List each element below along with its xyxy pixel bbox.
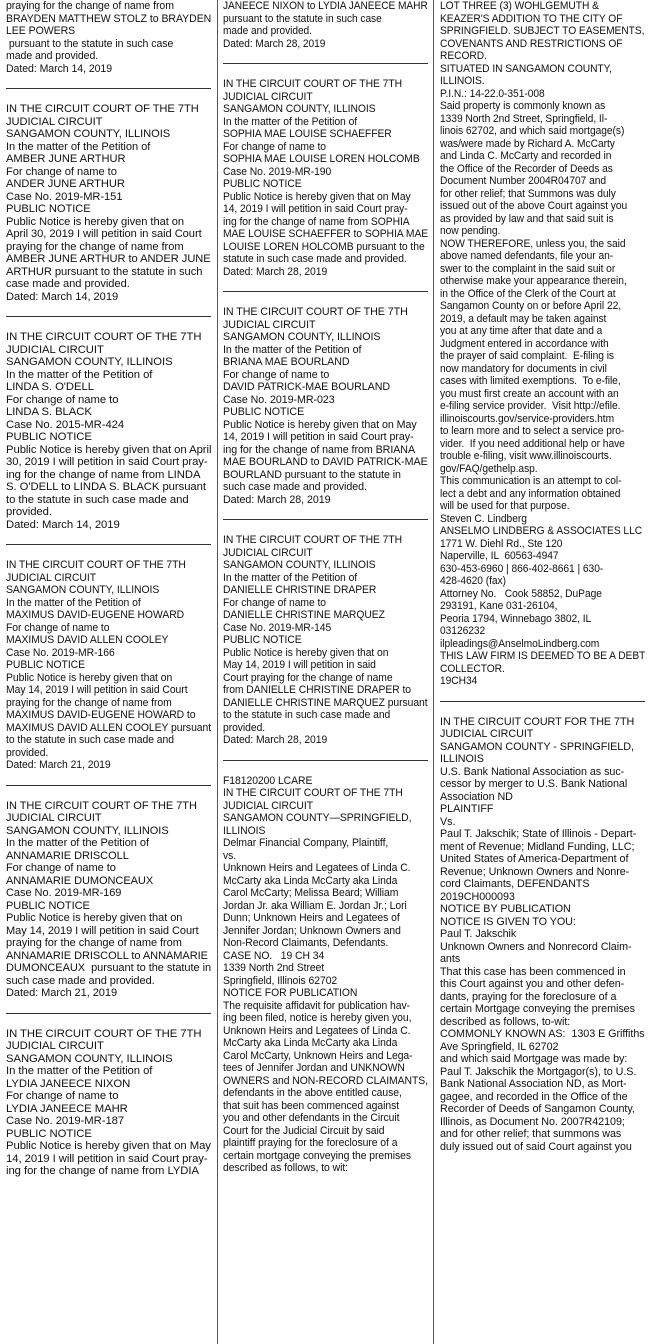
notice-annamarie-driscoll: IN THE CIRCUIT COURT OF THE 7TH JUDICIAL CIRCUIT SANGAMON COUNTY, ILLINOIS In the matter of the Petition of ANNAMARIE DRISCOLL For change of name to ANNAMARIE DUMONCEAUX Case No. 2019-MR-169 PUBLIC NOTICE Public Notice is hereby given that on May 14, 2019 I will petition in said Court praying for the change of name from ANNAMARIE DRISCOLL to ANNAMARIE DUMONCEAUX pursuant to the statute in such case made and provided. Dated: March 21, 2019 <box>6 799 211 999</box>
notice-divider <box>223 519 428 520</box>
notice-divider <box>6 88 211 89</box>
notice-stolz-continued: praying for the change of name from BRAYDEN MATTHEW STOLZ to BRAYDEN LEE POWERS pursuant to the statute in such case made and provided. Dated: March 14, 2019 <box>6 0 211 75</box>
notice-delmar-foreclosure-continued: LOT THREE (3) WOHLGEMUTH & KEAZER'S ADDITION TO THE CITY OF SPRINGFIELD. SUBJECT TO EASEMENTS, COVENANTS AND RESTRICTIONS OF RECORD. SITUATED IN SANGAMON COUNTY, ILLINOIS. P.I.N.: 14-22.0-351-008 Said property is commonly known as 1339 North 2nd Street, Springfield, Il- linois 62702, and which said mortgage(s) was/were made by Richard A. McCarty and Linda C. McCarty and recorded in the Office of the Recorder of Deeds as Document Number 2004R04707 and for other relief; that Summons was duly issued out of the above Court against you as provided by law and that said suit is now pending. NOW THEREFORE, unless you, the said above named defendants, file your an- swer to the complaint in the said suit or otherwise make your appearance therein, in the Office of the Clerk of the Court at Sangamon County on or before April 22, 2019, a default may be taken against you at any time after that date and a Judgment entered in accordance with the prayer of said complaint. E-filing is now mandatory for documents in civil cases with limited exemptions. To e-file, you must first create an account with an e-filing service provider. Visit http://efile. illinoiscourts.gov/service-providers.htm to learn more and to select a service pro- vider. If you need additional help or have trouble e-filing, visit www.illinoiscourts. gov/FAQ/gethelp.asp. This communication is an attempt to col- lect a debt and any information obtained will be used for that purpose. Steven C. Lindberg ANSELMO LINDBERG & ASSOCIATES LLC 1771 W. Diehl Rd., Ste 120 Naperville, IL 60563-4947 630-453-6960 | 866-402-8661 | 630- 428-4620 (fax) Attorney No. Cook 58852, DuPage 293191, Kane 031-26104, Peoria 1794, Winnebago 3802, IL 03126232 ilpleadings@AnselmoLindberg.com THIS LAW FIRM IS DEEMED TO BE A DEBT COLLECTOR. 19CH34 <box>440 0 645 687</box>
notice-briana-bourland: IN THE CIRCUIT COURT OF THE 7TH JUDICIAL CIRCUIT SANGAMON COUNTY, ILLINOIS In the matter of the Petition of BRIANA MAE BOURLAND For change of name to DAVID PATRICK-MAE BOURLAND Case No. 2019-MR-023 PUBLIC NOTICE Public Notice is hereby given that on May 14, 2019 I will petition in said Court pray- ing for the change of name from BRIANA MAE BOURLAND to DAVID PATRICK-MAE BOURLAND pursuant to the statute in such case made and provided. Dated: March 28, 2019 <box>223 306 428 506</box>
notice-linda-odell: IN THE CIRCUIT COURT OF THE 7TH JUDICIAL CIRCUIT SANGAMON COUNTY, ILLINOIS In the matter of the Petition of LINDA S. O'DELL For change of name to LINDA S. BLACK Case No. 2015-MR-424 PUBLIC NOTICE Public Notice is hereby given that on April 30, 2019 I will petition in said Court pray- ing for the change of name from LINDA S. O'DELL to LINDA S. BLACK pursuant to the statute in such case made and provided. Dated: March 14, 2019 <box>6 331 211 531</box>
notice-lydia-nixon: IN THE CIRCUIT COURT OF THE 7TH JUDICIAL CIRCUIT SANGAMON COUNTY, ILLINOIS In the matter of the Petition of LYDIA JANEECE NIXON For change of name to LYDIA JANEECE MAHR Case No. 2019-MR-187 PUBLIC NOTICE Public Notice is hereby given that on May 14, 2019 I will petition in said Court pray- ing for the change of name from LYDIA <box>6 1027 211 1177</box>
notice-divider <box>440 701 645 702</box>
notice-divider <box>6 544 211 545</box>
column-1 <box>6 0 211 1344</box>
notice-divider <box>6 785 211 786</box>
notice-divider <box>223 291 428 292</box>
column-separator <box>217 0 218 1344</box>
column-3 <box>440 0 645 1344</box>
column-separator <box>433 0 434 1344</box>
notice-divider <box>223 63 428 64</box>
notice-us-bank-foreclosure: IN THE CIRCUIT COURT FOR THE 7TH JUDICIAL CIRCUIT SANGAMON COUNTY - SPRINGFIELD, ILLINOIS U.S. Bank National Association as suc- cessor by merger to U.S. Bank National Association ND PLAINTIFF Vs. Paul T. Jakschik; State of Illinois - Depart- ment of Revenue; Midland Funding, LLC; United States of America-Department of Revenue; Unknown Owners and Nonre- cord Claimants, DEFENDANTS 2019CH000093 NOTICE BY PUBLICATION NOTICE IS GIVEN TO YOU: Paul T. Jakschik Unknown Owners and Nonrecord Claim- ants That this case has been commenced in this Court against you and other defen- dants, praying for the foreclosure of a certain Mortgage conveying the premises described as follows, to-wit: COMMONLY KNOWN AS: 1303 E Griffiths Ave Springfield, IL 62702 and which said Mortgage was made by: Paul T. Jakschik the Mortgagor(s), to U.S. Bank National Association ND, as Mort- gagee, and recorded in the Office of the Recorder of Deeds of Sangamon County, Illinois, as Document No. 2007R42109; and for other relief; that summons was duly issued out of said Court against you <box>440 715 645 1153</box>
notice-danielle-draper: IN THE CIRCUIT COURT OF THE 7TH JUDICIAL CIRCUIT SANGAMON COUNTY, ILLINOIS In the matter of the Petition of DANIELLE CHRISTINE DRAPER For change of name to DANIELLE CHRISTINE MARQUEZ Case No. 2019-MR-145 PUBLIC NOTICE Public Notice is hereby given that on May 14, 2019 I will petition in said Court praying for the change of name from DANIELLE CHRISTINE DRAPER to DANIELLE CHRISTINE MARQUEZ pursuant to the statute in such case made and provided. Dated: March 28, 2019 <box>223 534 428 746</box>
column-2 <box>223 0 428 1344</box>
notice-maximus-howard: IN THE CIRCUIT COURT OF THE 7TH JUDICIAL CIRCUIT SANGAMON COUNTY, ILLINOIS In the matter of the Petition of MAXIMUS DAVID-EUGENE HOWARD For change of name to MAXIMUS DAVID ALLEN COOLEY Case No. 2019-MR-166 PUBLIC NOTICE Public Notice is hereby given that on May 14, 2019 I will petition in said Court praying for the change of name from MAXIMUS DAVID-EUGENE HOWARD to MAXIMUS DAVID ALLEN COOLEY pursuant to the statute in such case made and provided. Dated: March 21, 2019 <box>6 559 211 771</box>
notice-divider <box>6 1013 211 1014</box>
notice-amber-june-arthur: IN THE CIRCUIT COURT OF THE 7TH JUDICIAL CIRCUIT SANGAMON COUNTY, ILLINOIS In the matter of the Petition of AMBER JUNE ARTHUR For change of name to ANDER JUNE ARTHUR Case No. 2019-MR-151 PUBLIC NOTICE Public Notice is hereby given that on April 30, 2019 I will petition in said Court praying for the change of name from AMBER JUNE ARTHUR to ANDER JUNE ARTHUR pursuant to the statute in such case made and provided. Dated: March 14, 2019 <box>6 103 211 303</box>
notice-lydia-nixon-continued: JANEECE NIXON to LYDIA JANEECE MAHR pursuant to the statute in such case made and provided. Dated: March 28, 2019 <box>223 0 428 50</box>
notice-divider <box>6 316 211 317</box>
notice-delmar-foreclosure: F18120200 LCARE IN THE CIRCUIT COURT OF THE 7TH JUDICIAL CIRCUIT SANGAMON COUNTY—SPRINGFIELD, ILLINOIS Delmar Financial Company, Plaintiff, vs. Unknown Heirs and Legatees of Linda C. McCarty aka Linda McCarty aka Linda Carol McCarty; Melissa Beard; William Jordan Jr. aka William E. Jordan Jr.; Lori Dunn; Unknown Heirs and Legatees of Jennifer Jordan; Unknown Owners and Non-Record Claimants, Defendants. CASE NO. 19 CH 34 1339 North 2nd Street Springfield, Illinois 62702 NOTICE FOR PUBLICATION The requisite affidavit for publication hav- ing been filed, notice is hereby given you, Unknown Heirs and Legatees of Linda C. McCarty aka Linda McCarty aka Linda Carol McCarty, Unknown Heirs and Lega- tees of Jennifer Jordan and UNKNOWN OWNERS and NON-RECORD CLAIMANTS, defendants in the above entitled cause, that suit has been commenced against you and other defendants in the Circuit Court for the Judicial Circuit by said plaintiff praying for the foreclosure of a certain mortgage conveying the premises described as follows, to wit: <box>223 774 428 1174</box>
notice-sophia-schaeffer: IN THE CIRCUIT COURT OF THE 7TH JUDICIAL CIRCUIT SANGAMON COUNTY, ILLINOIS In the matter of the Petition of SOPHIA MAE LOUISE SCHAEFFER For change of name to SOPHIA MAE LOUISE LOREN HOLCOMB Case No. 2019-MR-190 PUBLIC NOTICE Public Notice is hereby given that on May 14, 2019 I will petition in said Court pray- ing for the change of name from SOPHIA MAE LOUISE SCHAEFFER to SOPHIA MAE LOUISE LOREN HOLCOMB pursuant to the statute in such case made and provided. Dated: March 28, 2019 <box>223 78 428 278</box>
notice-divider <box>223 760 428 761</box>
